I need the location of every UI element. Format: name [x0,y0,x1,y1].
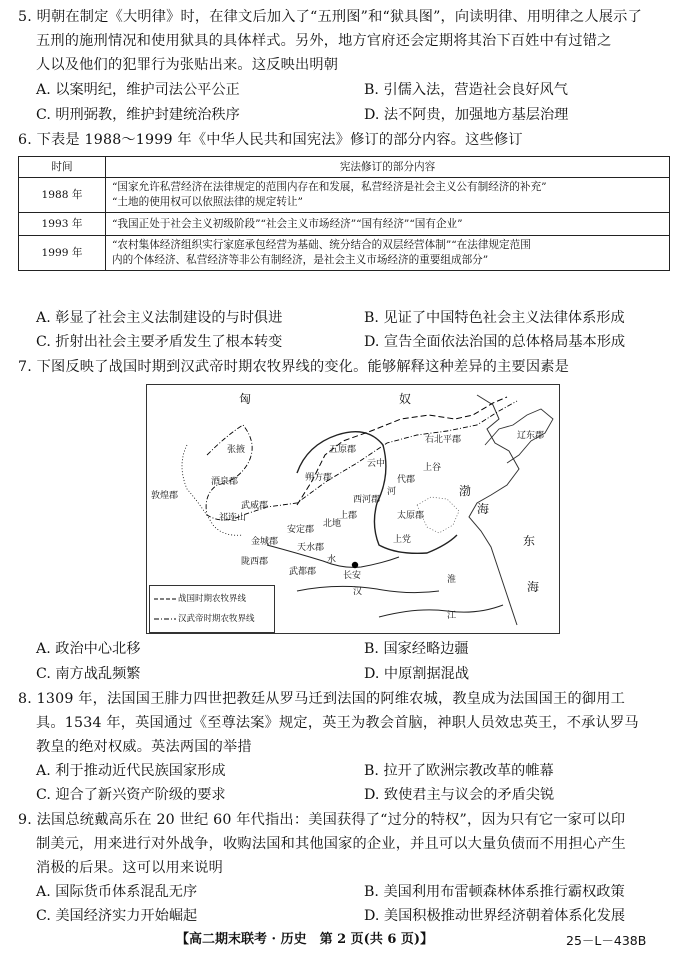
map-label-youbeiping: 右北平郡 [425,435,462,445]
q6-stem: 6. 下表是 1988～1999 年《中华人民共和国宪法》修订的部分内容。这些修订 [18,132,523,148]
map-label-shang: 上郡 [339,511,358,521]
map-label-donghai-1: 东 [523,534,536,548]
map-label-xihe: 西河郡 [353,495,381,505]
q7-option-c[interactable]: C. 南方战乱频繁 [36,666,141,682]
q5-option-c[interactable]: C. 明刑弼教，维护封建统治秩序 [36,107,240,123]
farming-pastoral-boundary-map [146,384,560,634]
map-label-jincheng: 金城郡 [251,537,279,547]
table-cell-line: “土地的使用权可以依照法律的规定转让” [112,196,303,208]
table-cell-content [106,178,670,213]
map-label-shuofang: 朔方郡 [305,473,333,483]
table-cell-line: “国家允许私营经济在法律规定的范围内存在和发展，私营经济是社会主义公有制经济的补充” [112,181,547,193]
map-label-qilian: 祁连山 [219,513,247,523]
table-cell-year: 1999 年 [19,236,106,271]
q9-stem-line-2: 制美元，用来进行对外战争，收购法国和其他国家的企业，并且可以大量负债而不用担心产生 [36,836,626,852]
map-label-wuwei: 武威郡 [241,501,269,511]
q9-option-b[interactable]: B. 美国利用布雷顿森林体系推行霸权政策 [364,884,625,900]
map-label-dunhuang: 敦煌郡 [151,491,179,501]
q9-option-c[interactable]: C. 美国经济实力开始崛起 [36,908,198,924]
q8-option-d[interactable]: D. 致使君主与议会的矛盾尖锐 [364,787,555,803]
q9-stem-line-1: 9. 法国总统戴高乐在 20 世纪 60 年代指出：美国获得了“过分的特权”，因为只有它一家可以印 [18,812,626,828]
map-label-shui: 水 [327,555,337,565]
q5-stem-line-3: 人以及他们的犯罪行为张贴出来。这反映出明朝 [36,57,339,73]
table-header-time: 时间 [19,157,106,178]
q7-option-b[interactable]: B. 国家经略边疆 [364,641,469,657]
q6-option-c[interactable]: C. 折射出社会主要矛盾发生了根本转变 [36,334,283,350]
q7-stem: 7. 下图反映了战国时期到汉武帝时期农牧界线的变化。能够解释这种差异的主要因素是 [18,359,569,375]
q8-option-a[interactable]: A. 利于推动近代民族国家形成 [36,763,226,779]
map-label-donghai-2: 海 [527,580,540,594]
map-label-zhangye: 张掖 [227,445,246,455]
q8-option-c[interactable]: C. 迎合了新兴资产阶级的要求 [36,787,226,803]
map-label-xiongnu-1: 匈 [239,392,252,406]
map-label-shangdang: 上党 [393,535,412,545]
map-label-wuyuan: 五原郡 [329,445,357,455]
q8-stem-line-3: 教皇的绝对权威。英法两国的举措 [36,739,252,755]
q6-option-d[interactable]: D. 宣告全面依法治国的总体格局基本形成 [364,334,626,350]
map-label-yunzhong: 云中 [367,459,386,469]
map-label-longxi: 陇西郡 [241,557,269,567]
q8-option-b[interactable]: B. 拉开了欧洲宗教改革的帷幕 [364,763,554,779]
map-label-taiyuan: 太原郡 [397,511,425,521]
map-label-shanggu: 上谷 [423,463,442,473]
table-row [19,178,670,213]
map-label-jiuquan: 酒泉郡 [211,477,239,487]
paper-code: 25－L－438B [566,933,647,948]
table-header-row [19,157,670,178]
map-label-bohai-1: 渤 [459,484,472,498]
legend-warring-states: 战国时期农牧界线 [178,594,247,604]
map-label-beidi: 北地 [323,519,342,529]
map-label-huai: 淮 [447,575,457,585]
q5-stem-line-2: 五刑的施刑情况和使用狱具的具体样式。另外，地方官府还会定期将其治下百姓中有过错之 [36,33,612,49]
q7-option-d[interactable]: D. 中原割据混战 [364,666,470,682]
table-header-content: 宪法修订的部分内容 [106,157,670,178]
table-cell-year: 1993 年 [19,213,106,236]
q7-option-a[interactable]: A. 政治中心北移 [36,641,141,657]
table-cell-line: “我国正处于社会主义初级阶段”“社会主义市场经济”“国有经济”“国有企业” [112,217,463,230]
map-label-wudu: 武都郡 [289,567,317,577]
map-label-liaodong: 辽东郡 [517,431,545,441]
q9-option-a[interactable]: A. 国际货币体系混乱无序 [36,884,198,900]
legend-symbols [150,586,274,632]
q9-option-d[interactable]: D. 美国积极推动世界经济朝着体系化发展 [364,908,626,924]
table-cell-content [106,213,670,236]
q5-option-d[interactable]: D. 法不阿贵，加强地方基层治理 [364,107,569,123]
q6-option-a[interactable]: A. 彰显了社会主义法制建设的与时俱进 [36,310,283,326]
q5-option-b[interactable]: B. 引儒入法，营造社会良好风气 [364,82,568,98]
legend-han-wudi: 汉武帝时期农牧界线 [178,614,255,624]
map-label-anding: 安定郡 [287,525,315,535]
q5-option-a[interactable]: A. 以案明纪，维护司法公平公正 [36,82,240,98]
table-cell-year: 1988 年 [19,178,106,213]
map-label-dai: 代郡 [397,475,416,485]
constitution-table [18,156,670,271]
map-label-tianshui: 天水郡 [297,543,325,553]
map-label-xiongnu-2: 奴 [399,392,412,406]
q8-stem-line-1: 8. 1309 年，法国国王腓力四世把教廷从罗马迁到法国的阿维农城，教皇成为法国国王的御用工 [18,691,625,707]
map-label-jiang: 江 [447,611,457,621]
map-label-changan: 长安 [343,571,362,581]
table-cell-line: “农村集体经济组织实行家庭承包经营为基础、统分结合的双层经营体制”“在法律规定范围 [112,239,531,251]
q6-option-b[interactable]: B. 见证了中国特色社会主义法律体系形成 [364,310,625,326]
map-label-han: 汉 [353,587,363,597]
q5-stem-line-1: 5. 明朝在制定《大明律》时，在律文后加入了“五刑图”和“狱具图”，向读明律、用明律之人展示了 [18,9,642,25]
table-cell-line: 内的个体经济、私营经济等非公有制经济，是社会主义市场经济的重要组成部分” [112,254,489,266]
map-legend [149,585,275,633]
q8-stem-line-2: 具。1534 年，英国通过《至尊法案》规定，英王为教会首脑，神职人员效忠英王，不承认罗马 [36,715,639,731]
table-cell-content [106,236,670,271]
map-label-bohai-2: 海 [477,502,490,516]
page-footer: 【高二期末联考 · 历史 第 2 页(共 6 页)】 [176,932,434,947]
q9-stem-line-3: 消极的后果。这可以用来说明 [36,860,224,876]
table-row [19,213,670,236]
table-row [19,236,670,271]
map-label-he: 河 [387,487,397,497]
